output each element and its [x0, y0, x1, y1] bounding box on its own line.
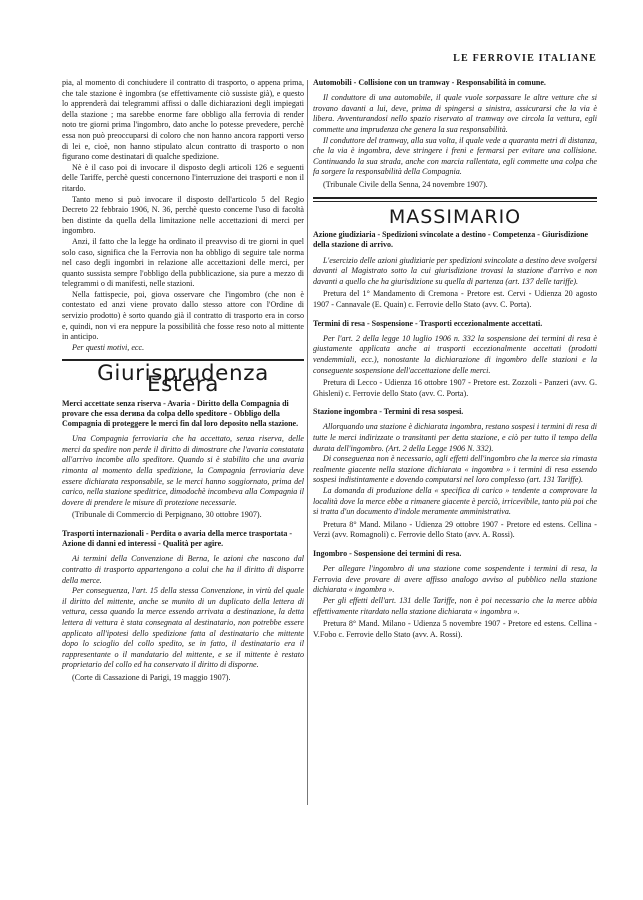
intro-paragraph: pia, al momento di conchiudere il contratto di trasporto, o appena prima, che tale stazione è ingombra (se effettivamente ciò sussiste già), e questo lo apprenderà dai telegrammi affissi o dalle dichiarazioni degli impiegati della stazione ; ma sarebbe enorme fare obbligo alla ferrovia di render noto tre giorni prima l'ingombro, dato anche lo potesse prevedere, perchè essa non può preoccuparsi di coloro che non hanno ancora rapporti verso di lei e, cioè, non hanno stipulato alcun contratto di trasporto o non figurano come destinatari di qualche spedizione. — [62, 78, 304, 162]
intro-paragraph: Nella fattispecie, poi, giova osservare che l'ingombro (che non è contestato ed anzi viene provato dallo stesso attore con l'Ordine di servizio prodotto) è sorto quando già il contratto di trasporto era in corso e, quindi, non vi era neppure la possibilità che fosse reso noto al mittente in anticipo. — [62, 289, 304, 342]
case-summary: L'esercizio delle azioni giudiziarie per spedizioni svincolate a destino deve svolgersi davanti al Magistrato sotto la cui giurisdizione trovasi la stazione d'arrivo e non davanti a quello che ha giurisdizione su quella di partenza (art. 137 delle tariffe). — [313, 255, 597, 286]
intro-closing: Per questi motivi, ecc. — [72, 342, 145, 352]
left-column — [62, 78, 304, 684]
case-summary: Una Compagnia ferroviaria che ha accettato, senza riserva, delle merci da spedire non perde il diritto di dimostrare che l'avaria constatata all'arrivo incombe allo speditore. Quando si è stabilito che una avaria rimonta al momento della spedizione, la Compagnia ferroviaria deve essere dichiarata responsabile, se le merci hanno soggiornato, prima del carico, nella stazione speditrice, dimodochè incombeva alla Compagnia il dovere di prendere le misure di protezione necessarie. — [62, 434, 304, 507]
case-source: Pretura 8° Mand. Milano - Udienza 29 ottobre 1907 - Pretore ed estens. Cellina - Verzi (avv. Romagnoli) c. Ferrovie dello Stato (avv. A. Rossi). — [313, 519, 597, 540]
case-source: Pretura 8° Mand. Milano - Udienza 5 novembre 1907 - Pretore ed estens. Cellina - V.Fobo c. Ferrovie dello Stato (avv. A. Rossi). — [313, 619, 597, 639]
page-header: LE FERROVIE ITALIANE — [453, 53, 597, 64]
case-source: Pretura di Lecco - Udienza 16 ottobre 1907 - Pretore est. Zozzoli - Panzeri (avv. G. Ghisleni) c. Ferrovie dello Stato (avv. C. Porta). — [313, 378, 597, 398]
case-title: Automobili - Collisione con un tramway - Responsabilità in comune. — [313, 78, 546, 87]
case-title: Trasporti internazionali - Perdita o avaria della merce trasportata - Azione di danni ed interessi - Qualità per agire. — [62, 528, 293, 549]
case-body: Per gli effetti dell'art. 131 delle Tariffe, non è poi necessario che la merce abbia effettivamente ritardato nella stazione dichiarata « ingombra ». — [313, 596, 597, 616]
case-source: (Tribunale Civile della Senna, 24 novembre 1907). — [323, 179, 488, 189]
column-divider — [307, 80, 308, 805]
right-column — [313, 78, 597, 640]
case-title: Termini di resa - Sospensione - Trasporti eccezionalmente accettati. — [313, 318, 543, 328]
intro-paragraph: Tanto meno si può invocare il disposto dell'articolo 5 del Regio Decreto 22 febbraio 1906, N. 36, perchè questo concerne l'uso di facoltà ben distinte da quella della limitazione nelle accettazioni di merci per ingombro. — [62, 194, 304, 236]
intro-paragraph: Anzi, il fatto che la legge ha ordinato il preavviso di tre giorni in quel solo caso, significa che la Ferrovia non ha obbligo di seguire tale norma nel caso degli ingombri in relazione alle accettazioni delle merci, per quanto sussista sempre l'obbligo della pubblicazione, sia pure a mezzo di telegrammi o di manifesti, nelle stazioni. — [62, 236, 304, 289]
case-title: Merci accettate senza riserva - Avaria - Diritto della Compagnia di provare che essa derива da colpa dello speditore - Obbligo della Compagnia di proteggere le merci fin dal loro deposito nella stazione. — [62, 398, 299, 429]
section-title-giurisprudenza: Giurisprudenza Estera — [97, 361, 269, 398]
section-rule — [313, 197, 597, 202]
case-summary: Il conduttore di una automobile, il quale vuole sorpassare le altre vetture che si trovano davanti a lui, deve, prima di spingersi a sinistra, assicurarsi che la via è libera. Avventurandosi nello spazio riservato al tramway ove circola la vettura, egli commette una imprudenza che genera la sua responsabilità. — [313, 93, 597, 134]
case-summary: Allorquando una stazione è dichiarata ingombra, restano sospesi i termini di resa di tutte le merci indirizzate o transitanti per detta stazione, e ciò per tutto il tempo della durata dell'ingombro. (Art. 2 della Legge 1906 N. 332). — [313, 422, 597, 453]
case-title: Ingombro - Sospensione dei termini di resa. — [313, 549, 462, 559]
case-source: Pretura del 1° Mandamento di Cremona - Pretore est. Cervi - Udienza 20 agosto 1907 - Cannavale (E. Quain) c. Ferrovie dello Stato (avv. C. Porta). — [313, 289, 597, 309]
case-body: La domanda di produzione della « specifica di carico » tendente a comprovare la località dove la merce ebbe a rimanere giacente è perciò, irricevibile, tanto più poi che si tratta d'un documento d'indole meramente amministrativa. — [313, 486, 597, 517]
section-title-massimario: MASSIMARIO — [388, 205, 522, 228]
case-summary: Per allegare l'ingombro di una stazione come sospendente i termini di resa, la Ferrovia deve provare di avere affisso analogo avviso al pubblico nella stazione dichiarata « ingombra ». — [313, 564, 597, 595]
case-title: Azione giudiziaria - Spedizioni svincolate a destino - Competenza - Giurisdizione della stazione di arrivo. — [313, 230, 589, 250]
case-source: (Tribunale di Commercio di Perpignano, 30 ottobre 1907). — [72, 510, 262, 520]
case-body: Per conseguenza, l'art. 15 della stessa Convenzione, in virtù del quale il diritto del mittente, anche se munito di un duplicato della lettera di vettura, cessa quando la merce essendo arrivata a destinazione, la detta lettera di vettura è stata consegnata al destinatario, non potrebbe essere applicato all'ipotesi dello spedizione fatta al destinatario che mittente dopo lo scioglio del collo spedito, se in fatto, il destinatario era il rappresentante o il mandatario del mittente, e se il mittente è restato proprietario del collo ed ha conservato il diritto di disporne. — [62, 586, 304, 670]
case-body: Di conseguenza non è necessario, agli effetti dell'ingombro che la merce sia rimasta realmente giacente nella stazione dichiarata « ingombra » i termini di resa essendo sospesi indistintamente e dovendo computarsi nel loro complesso (art. 131 Tariffe). — [313, 454, 597, 485]
case-summary: Per l'art. 2 della legge 10 luglio 1906 n. 332 la sospensione dei termini di resa è giustamente applicata anche ai trasporti eccezionalmente accettati (prodotti vendemmiali, ecc.), nonostante la dichiarazione di ingombro delle stazioni e la conseguente sospensione dell'accettazione delle merci. — [313, 333, 597, 375]
case-source: (Corte di Cassazione di Parigi, 19 maggio 1907). — [72, 672, 231, 682]
intro-paragraph: Nè è il caso poi di invocare il disposto degli articoli 126 e seguenti delle Tariffe, perchè questi concernono l'interruzione dei trasporti e non il ritardo. — [62, 162, 304, 193]
case-title: Stazione ingombra - Termini di resa sospesi. — [313, 407, 464, 417]
case-summary: Il conduttore del tramway, alla sua volta, il quale vede a quaranta metri di distanza, che la via è ingombra, deve stringere i freni e fermarsi per evitare una collisione. Continuando la sua strada, anche con marcia rallentata, egli commette una colpa che fa sorgere la responsabilità della Compagnia. — [313, 135, 597, 177]
case-summary: Ai termini della Convenzione di Berna, le azioni che nascono dal contratto di trasporto appartengono a colui che ha il diritto di disporre della merce. — [62, 554, 304, 585]
